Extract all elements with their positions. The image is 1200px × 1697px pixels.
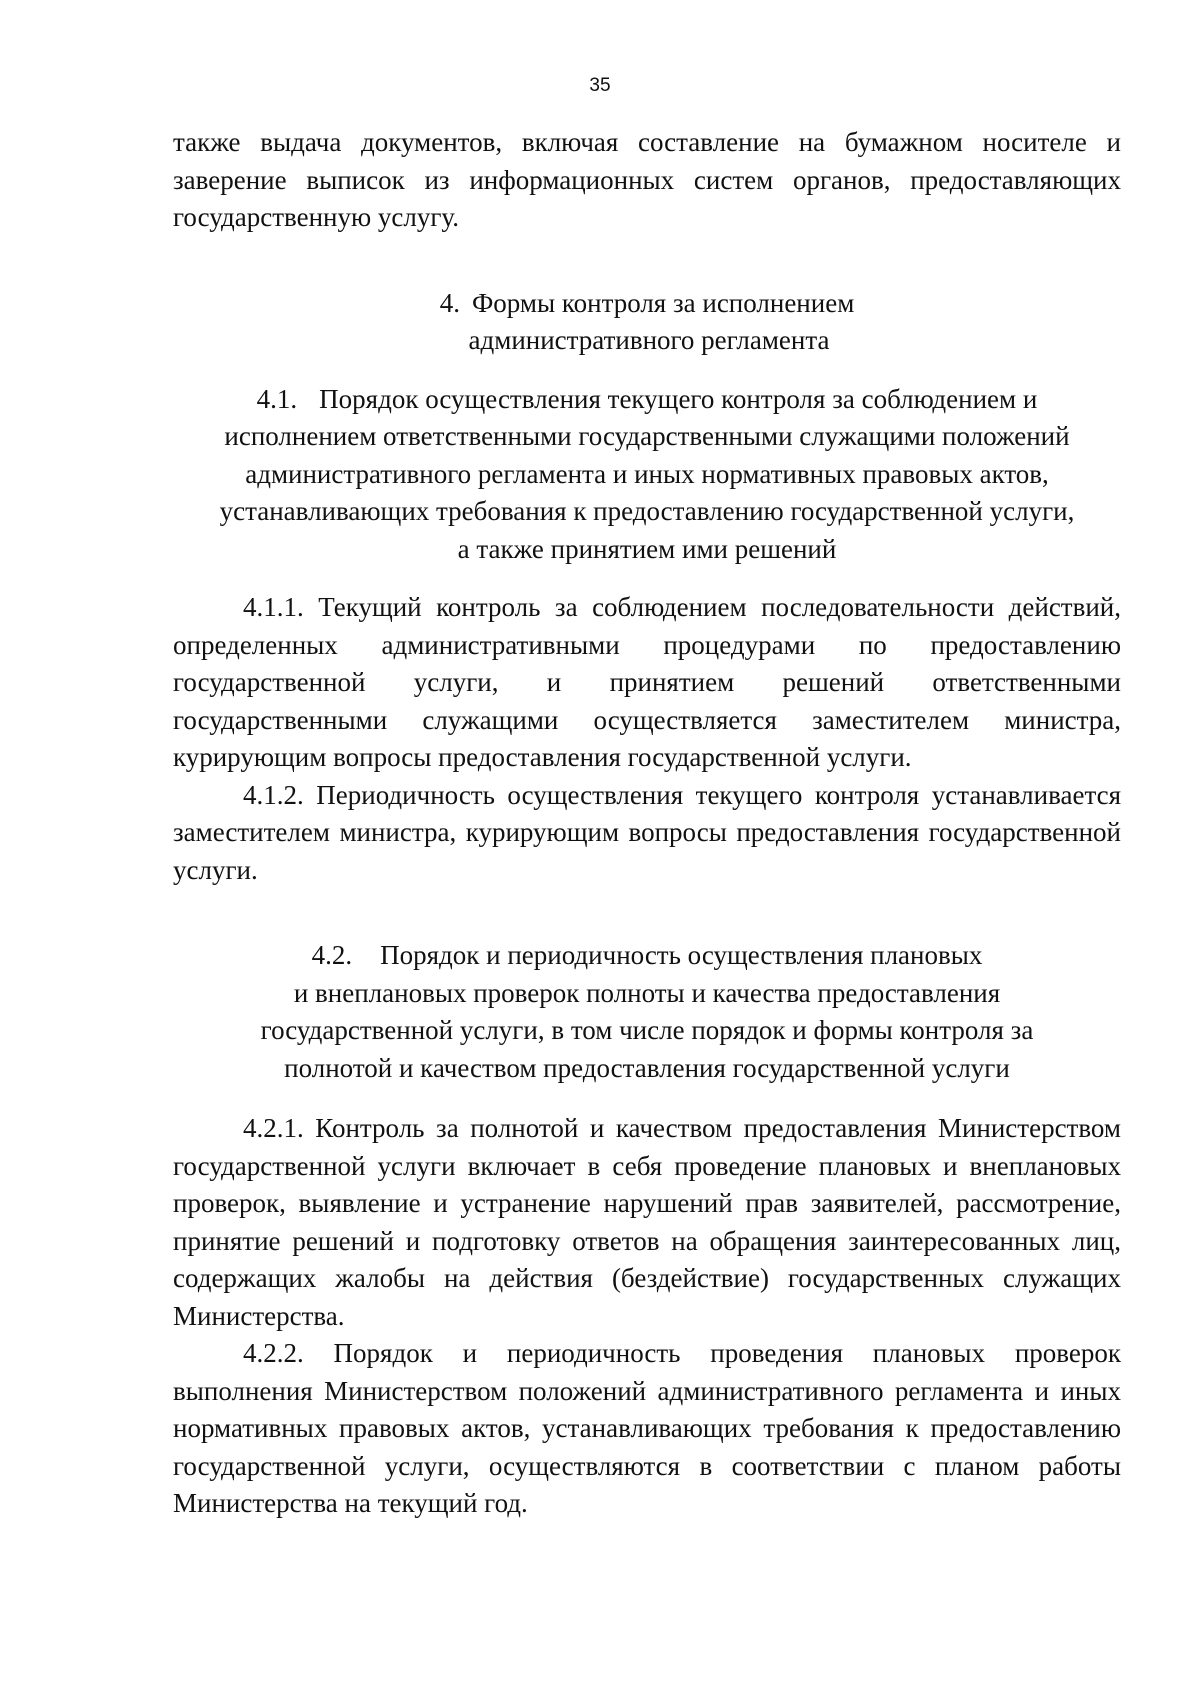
intro-paragraph: также выдача документов, включая составление на бумажном носителе и заверение выписок из информационных систем органов, предоставляющих государственную услугу. <box>173 127 1121 232</box>
paragraph-4-1-2: 4.1.2. Периодичность осуществления текущего контроля устанавливается заместителем министра, курирующим вопросы предоставления государственной услуги. <box>173 779 1121 885</box>
section-4-number: 4. <box>439 287 460 318</box>
page-content <box>173 124 1121 1523</box>
section-4-title-line-1 <box>173 285 1121 323</box>
section-4-2-title-line-2: и внеплановых проверок полноты и качества предоставления <box>293 977 1001 1008</box>
paragraph-4-2-1: 4.2.1. Контроль за полнотой и качеством предоставления Министерством государственной услуги включает в себя проведение плановых и внеплановых проверок, выявление и устранение нарушений прав заявителей, рассмотрение, принятие решений и подготовку ответов на обращения заинтересованных лиц, содержащих жалобы на действия (бездействие) государственных служащих Министерства. <box>173 1113 1121 1331</box>
section-4-2-number: 4.2. <box>311 940 353 970</box>
section-4-1-title-text-1: Порядок осуществления текущего контроля за соблюдением и <box>319 383 1038 414</box>
section-4-1-heading <box>173 381 1121 569</box>
spacer <box>173 1087 1121 1110</box>
spacer <box>173 568 1121 589</box>
section-4-2-title-text-1: Порядок и периодичность осуществления плановых <box>380 940 983 970</box>
section-4-title-line-2: административного регламента <box>468 325 830 355</box>
section-4-1-title-line-2: исполнением ответственными государственными служащими положений <box>224 421 1070 451</box>
section-4-1-title-line-5: а также принятием ими решений <box>457 533 837 564</box>
section-4-2-heading <box>173 937 1121 1087</box>
section-4-1-title-line-4: устанавливающих требования к предоставлению государственной услуги, <box>219 496 1075 526</box>
section-4-2-title-line-1 <box>173 937 1121 975</box>
section-4-2-title-line-4: полнотой и качеством предоставления государственной услуги <box>284 1052 1010 1083</box>
section-4-1-number: 4.1. <box>256 383 298 414</box>
spacer <box>173 889 1121 937</box>
page-number: 35 <box>589 75 611 96</box>
paragraph-4-2-2: 4.2.2. Порядок и периодичность проведения плановых проверок выполнения Министерством положений административного регламента и иных нормативных правовых актов, устанавливающих требования к предоставлению государственной услуги, осуществляются в соответствии с планом работы Министерства на текущий год. <box>173 1338 1121 1518</box>
section-4-1-title-line-3: административного регламента и иных нормативных правовых актов, <box>245 458 1049 489</box>
paragraph-4-1-1: 4.1.1. Текущий контроль за соблюдением последовательности действий, определенных административными процедурами по предоставлению государственной услуги, и принятием решений ответственными государственными служащими осуществляется заместителем министра, курирующим вопросы предоставления государственной услуги. <box>173 592 1121 772</box>
section-4-2-title-line-3: государственной услуги, в том числе порядок и формы контроля за <box>260 1015 1034 1045</box>
section-4-title-text-1: Формы контроля за исполнением <box>471 287 855 318</box>
spacer <box>173 237 1121 285</box>
section-4-heading <box>173 285 1121 360</box>
section-4-1-title-line-1 <box>173 381 1121 419</box>
spacer <box>173 360 1121 381</box>
